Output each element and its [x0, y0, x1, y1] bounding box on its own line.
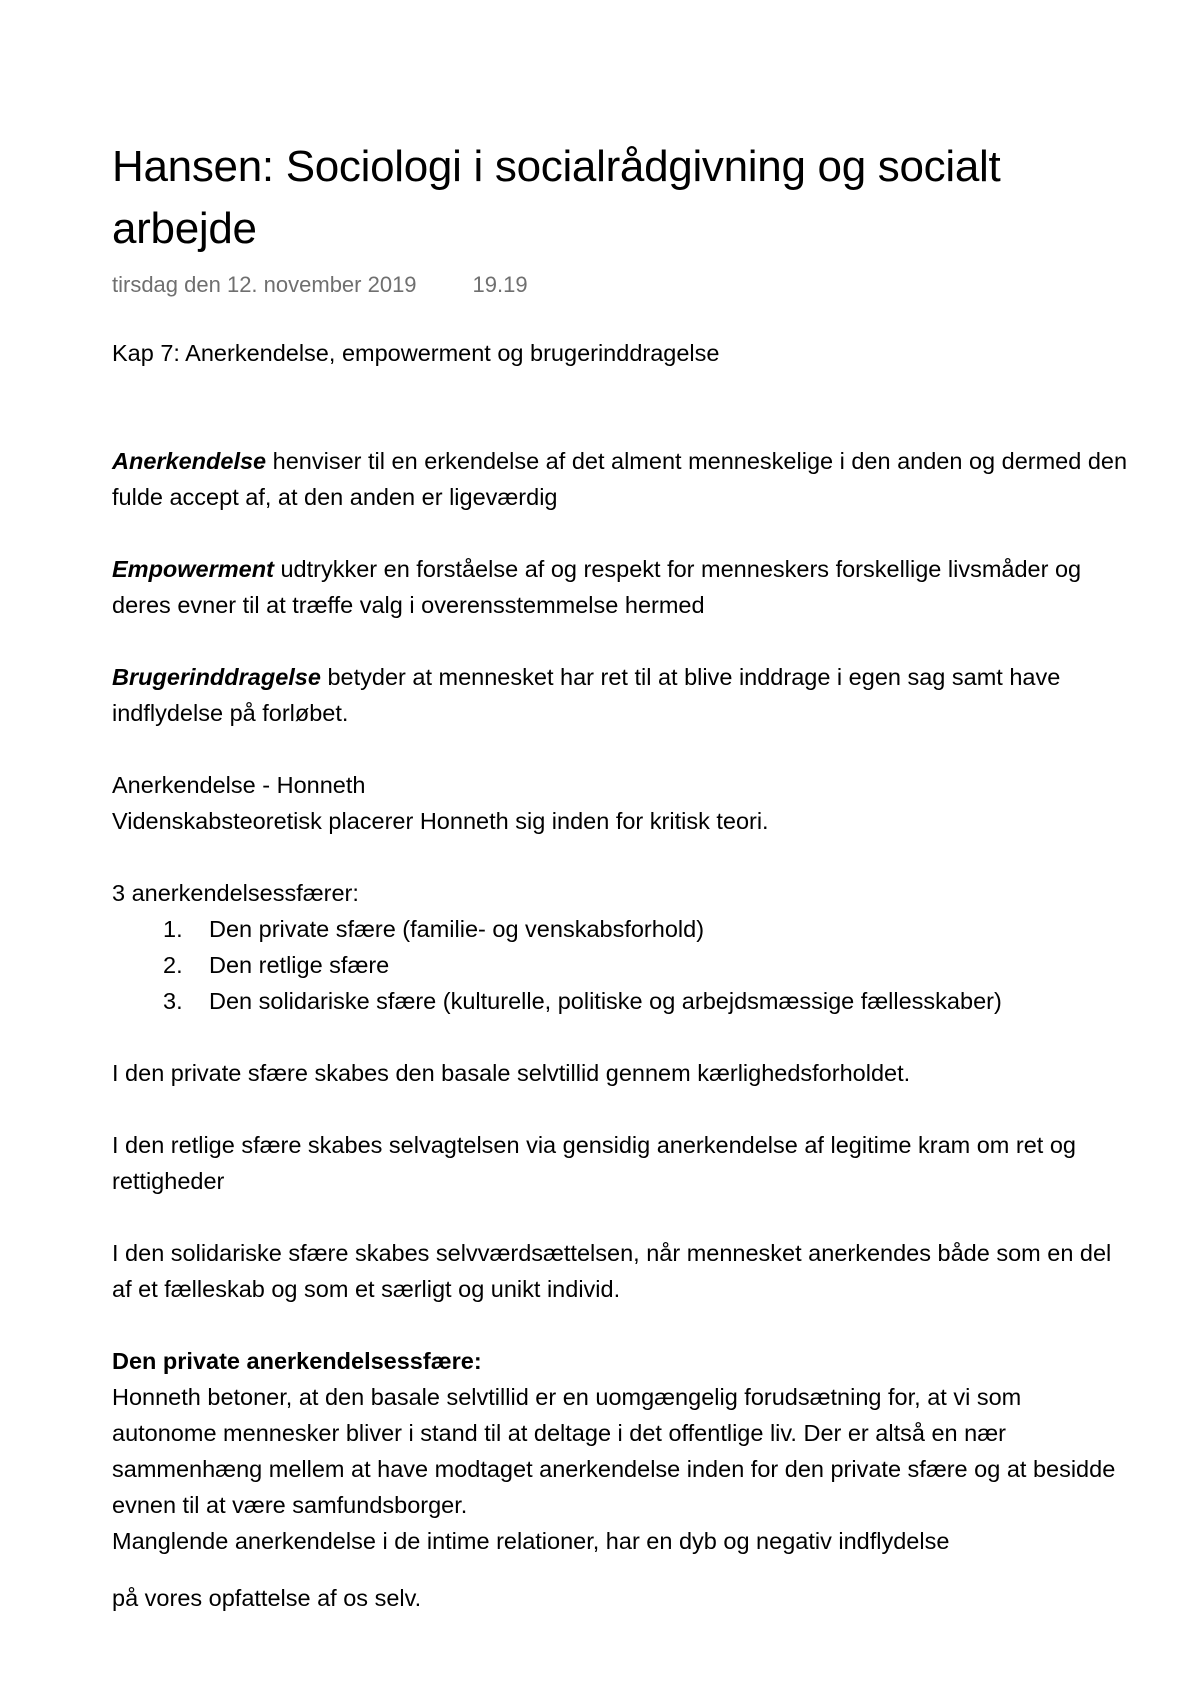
- paragraph-legal: I den retlige sfære skabes selvagtelsen via gensidig anerkendelse af legitime kram om ret og rettigheder: [112, 1132, 1077, 1194]
- definition-text: udtrykker en forståelse af og respekt for menneskers forskellige livsmåder og deres evner til at træffe valg i overensstemmelse hermed: [112, 556, 1082, 618]
- list-item: [112, 911, 1132, 947]
- list-text: Den solidariske sfære (kulturelle, politiske og arbejdsmæssige fællesskaber): [209, 988, 1002, 1014]
- paragraph-private: I den private sfære skabes den basale selvtillid gennem kærlighedsforholdet.: [112, 1060, 911, 1086]
- honneth-heading: Anerkendelse - Honneth: [112, 772, 366, 798]
- section-text-2: Manglende anerkendelse i de intime relationer, har en dyb og negativ indflydelse: [112, 1528, 950, 1554]
- page-meta: [112, 270, 528, 300]
- list-item: [112, 947, 1132, 983]
- list-text: Den retlige sfære: [209, 952, 390, 978]
- list-number: 2.: [163, 952, 183, 978]
- definition-text: betyder at mennesket har ret til at blive inddrage i egen sag samt have indflydelse på forløbet.: [112, 664, 1061, 726]
- list-number: 3.: [163, 988, 183, 1014]
- definition-term: Anerkendelse: [112, 448, 267, 474]
- definition-text: henviser til en erkendelse af det alment menneskelige i den anden og dermed den fulde accept af, at den anden er ligeværdig: [112, 448, 1128, 510]
- page-content: [112, 335, 1132, 1559]
- page-title: Hansen: Sociologi i socialrådgivning og socialt arbejde: [112, 142, 1001, 253]
- paragraph-solidarity: I den solidariske sfære skabes selvværdsættelsen, når mennesket anerkendes både som en del af et fælleskab og som et særligt og unikt individ.: [112, 1240, 1112, 1302]
- section-heading: Den private anerkendelsessfære:: [112, 1348, 482, 1374]
- definition-term: Empowerment: [112, 556, 274, 582]
- cut-off-line: [112, 1580, 1132, 1611]
- list-item: [112, 983, 1132, 1019]
- honneth-text: Videnskabsteoretisk placerer Honneth sig inden for kritisk teori.: [112, 808, 769, 834]
- definition-empowerment: [112, 551, 1132, 623]
- spheres-list: [112, 911, 1132, 1019]
- section-text: Honneth betoner, at den basale selvtillid er en uomgængelig forudsætning for, at vi som autonome mennesker bliver i stand til at deltage i det offentlige liv. Der er altså en nær sammenhæng mellem at have modtaget anerkendelse inden for den private sfære og at besidde evnen til at være samfundsborger.: [112, 1384, 1116, 1518]
- chapter-heading: Kap 7: Anerkendelse, empowerment og brugerinddragelse: [112, 340, 720, 366]
- page-date: tirsdag den 12. november 2019: [112, 272, 417, 297]
- list-text: Den private sfære (familie- og venskabsforhold): [209, 916, 705, 942]
- spheres-intro: 3 anerkendelsessfærer:: [112, 880, 359, 906]
- list-number: 1.: [163, 916, 183, 942]
- page-time: 19.19: [472, 272, 528, 297]
- definition-anerkendelse: [112, 443, 1132, 515]
- definition-brugerinddragelse: [112, 659, 1132, 731]
- cut-off-text: på vores opfattelse af os selv.: [112, 1585, 422, 1611]
- definition-term: Brugerinddragelse: [112, 664, 321, 690]
